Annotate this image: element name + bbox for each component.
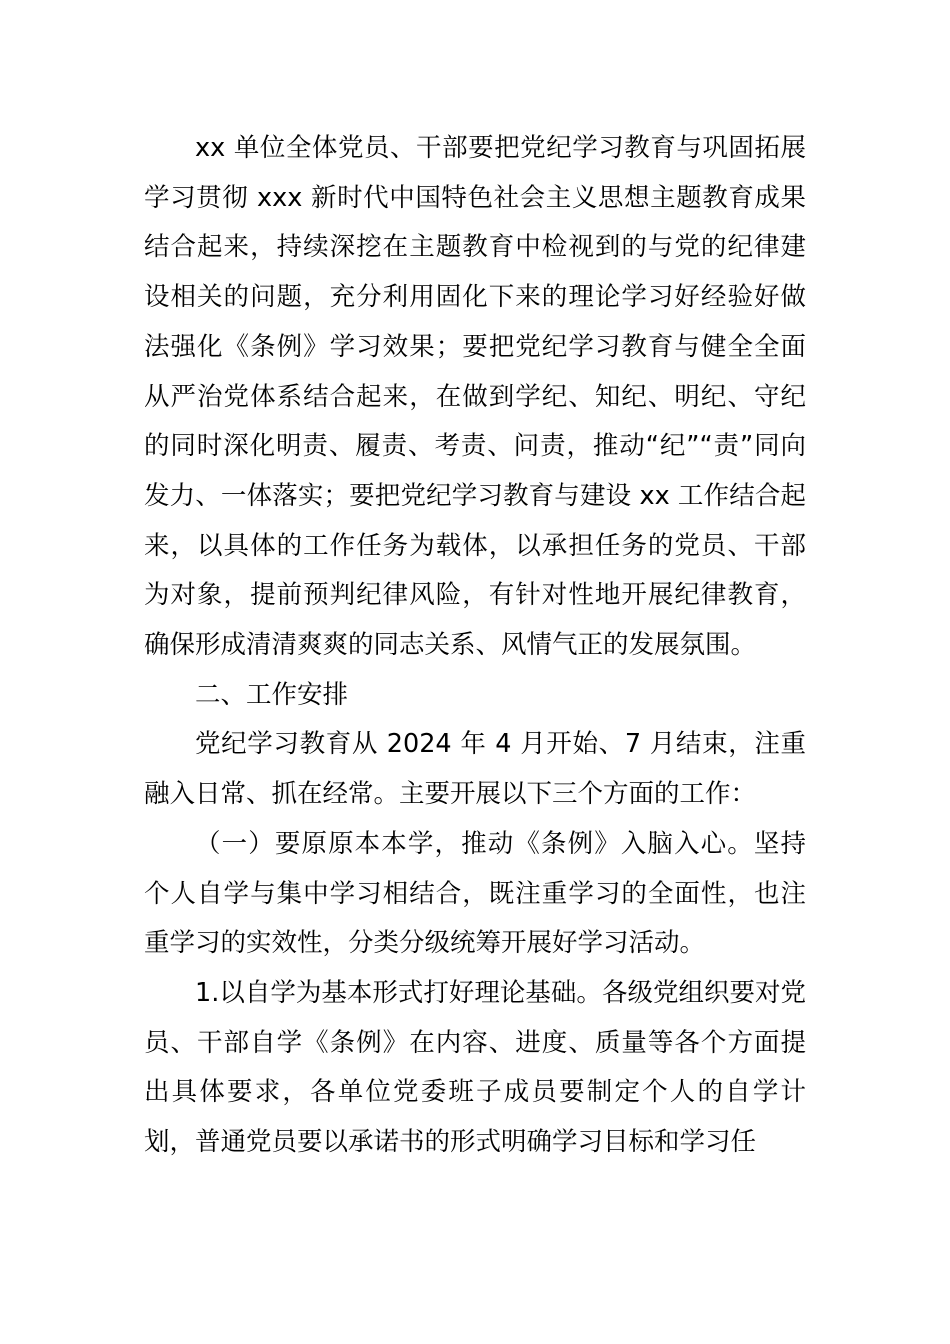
subsection-paragraph: （一）要原原本本学，推动《条例》入脑入心。坚持个人自学与集中学习相结合，既注重学习的全面性，也注重学习的实效性，分类分级统筹开展好学习活动。 [144, 828, 806, 959]
body-paragraph: 党纪学习教育从 2024 年 4 月开始、7 月结束，注重融入日常、抓在经常。主要开展以下三个方面的工作： [144, 729, 806, 810]
body-paragraph: xx 单位全体党员、干部要把党纪学习教育与巩固拓展学习贯彻 xxx 新时代中国特色社会主义思想主题教育成果结合起来，持续深挖在主题教育中检视到的与党的纪律建设相关的问题，充分利用固化下来的理论学习好经验好做法强化《条例》学习效果；要把党纪学习教育与健全全面从严治党体系结合起来，在做到学纪、知纪、明纪、守纪的同时深化明责、履责、考责、问责，推动“纪”“责”同向发力、一体落实；要把党纪学习教育与建设 xx 工作结合起来，以具体的工作任务为载体，以承担任务的党员、干部为对象，提前预判纪律风险，有针对性地开展纪律教育，确保形成清清爽爽的同志关系、风情气正的发展氛围。 [144, 133, 806, 661]
numbered-paragraph: 1.以自学为基本形式打好理论基础。各级党组织要对党员、干部自学《条例》在内容、进度、质量等各个方面提出具体要求，各单位党委班子成员要制定个人的自学计划，普通党员要以承诺书的形式明确学习目标和学习任 [144, 977, 806, 1158]
document-body [144, 124, 806, 1168]
section-heading: 二、工作安排 [195, 679, 349, 710]
